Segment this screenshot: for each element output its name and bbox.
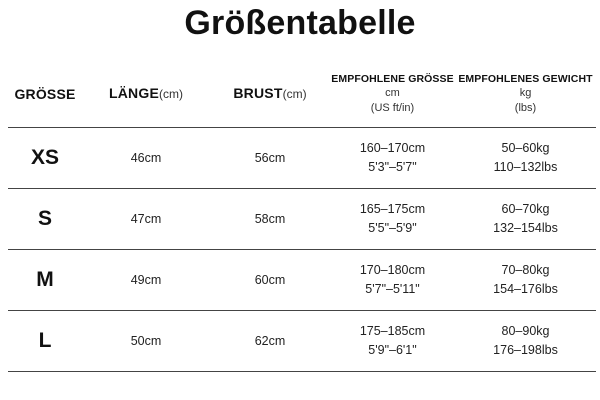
chest-cell (210, 149, 330, 168)
header-weight-unit-kg: kg (519, 86, 532, 99)
header-weight-title: EMPFOHLENES GEWICHT (458, 72, 593, 85)
chest-cell (210, 271, 330, 290)
header-chest (210, 85, 330, 103)
size-cell (8, 146, 82, 170)
header-chest-unit: (cm) (282, 86, 307, 101)
size-value: XS (30, 146, 59, 169)
size-cell (8, 268, 82, 292)
length-cell (82, 271, 210, 290)
header-length-unit: (cm) (159, 86, 183, 101)
header-size-label: GRÖSSE (14, 85, 76, 102)
table-row (8, 128, 596, 189)
length-value: 47cm (130, 211, 162, 226)
weight-lbs-value: 176–198lbs (493, 343, 558, 357)
header-chest-label: BRUST (233, 84, 283, 101)
height-cell (330, 322, 455, 360)
header-height-title: EMPFOHLENE GRÖSSE (331, 72, 454, 85)
table-header-row (8, 60, 596, 128)
chest-value: 56cm (254, 150, 286, 165)
header-weight-unit-lbs: (lbs) (514, 101, 537, 114)
size-value: L (38, 329, 52, 352)
height-cm-value: 170–180cm (359, 263, 426, 277)
chest-value: 62cm (254, 333, 286, 348)
weight-kg-value: 70–80kg (501, 263, 550, 277)
header-size (8, 86, 82, 102)
weight-kg-value: 60–70kg (501, 202, 550, 216)
weight-cell (455, 139, 596, 177)
chest-value: 60cm (254, 272, 286, 287)
page-title: Größentabelle (184, 4, 416, 42)
length-value: 49cm (130, 272, 162, 287)
header-length-label: LÄNGE (109, 84, 159, 101)
length-cell (82, 210, 210, 229)
header-recommended-height (330, 72, 455, 116)
size-chart-table (8, 60, 596, 372)
header-height-unit-us: (US ft/in) (370, 101, 415, 114)
weight-kg-value: 80–90kg (501, 324, 550, 338)
height-cm-value: 175–185cm (359, 324, 426, 338)
height-cell (330, 200, 455, 238)
size-cell (8, 207, 82, 231)
weight-cell (455, 200, 596, 238)
header-recommended-weight (455, 72, 596, 116)
header-length (82, 85, 210, 103)
height-cm-value: 165–175cm (359, 202, 426, 216)
weight-cell (455, 261, 596, 299)
height-ft-value: 5'9"–6'1" (368, 343, 417, 357)
length-value: 50cm (130, 333, 162, 348)
height-cell (330, 261, 455, 299)
chest-cell (210, 210, 330, 229)
header-height-unit-cm: cm (385, 86, 400, 99)
weight-lbs-value: 132–154lbs (493, 221, 558, 235)
length-cell (82, 149, 210, 168)
weight-cell (455, 322, 596, 360)
height-ft-value: 5'7"–5'11" (365, 282, 420, 296)
length-cell (82, 332, 210, 351)
height-ft-value: 5'5"–5'9" (368, 221, 417, 235)
height-cell (330, 139, 455, 177)
weight-kg-value: 50–60kg (501, 141, 550, 155)
table-row (8, 311, 596, 372)
height-ft-value: 5'3"–5'7" (368, 160, 417, 174)
chest-value: 58cm (254, 211, 286, 226)
size-value: S (37, 207, 52, 230)
chest-cell (210, 332, 330, 351)
table-row (8, 250, 596, 311)
length-value: 46cm (130, 150, 162, 165)
table-row (8, 189, 596, 250)
weight-lbs-value: 154–176lbs (493, 282, 558, 296)
size-cell (8, 329, 82, 353)
size-value: M (36, 268, 54, 291)
height-cm-value: 160–170cm (359, 141, 426, 155)
weight-lbs-value: 110–132lbs (493, 160, 558, 174)
